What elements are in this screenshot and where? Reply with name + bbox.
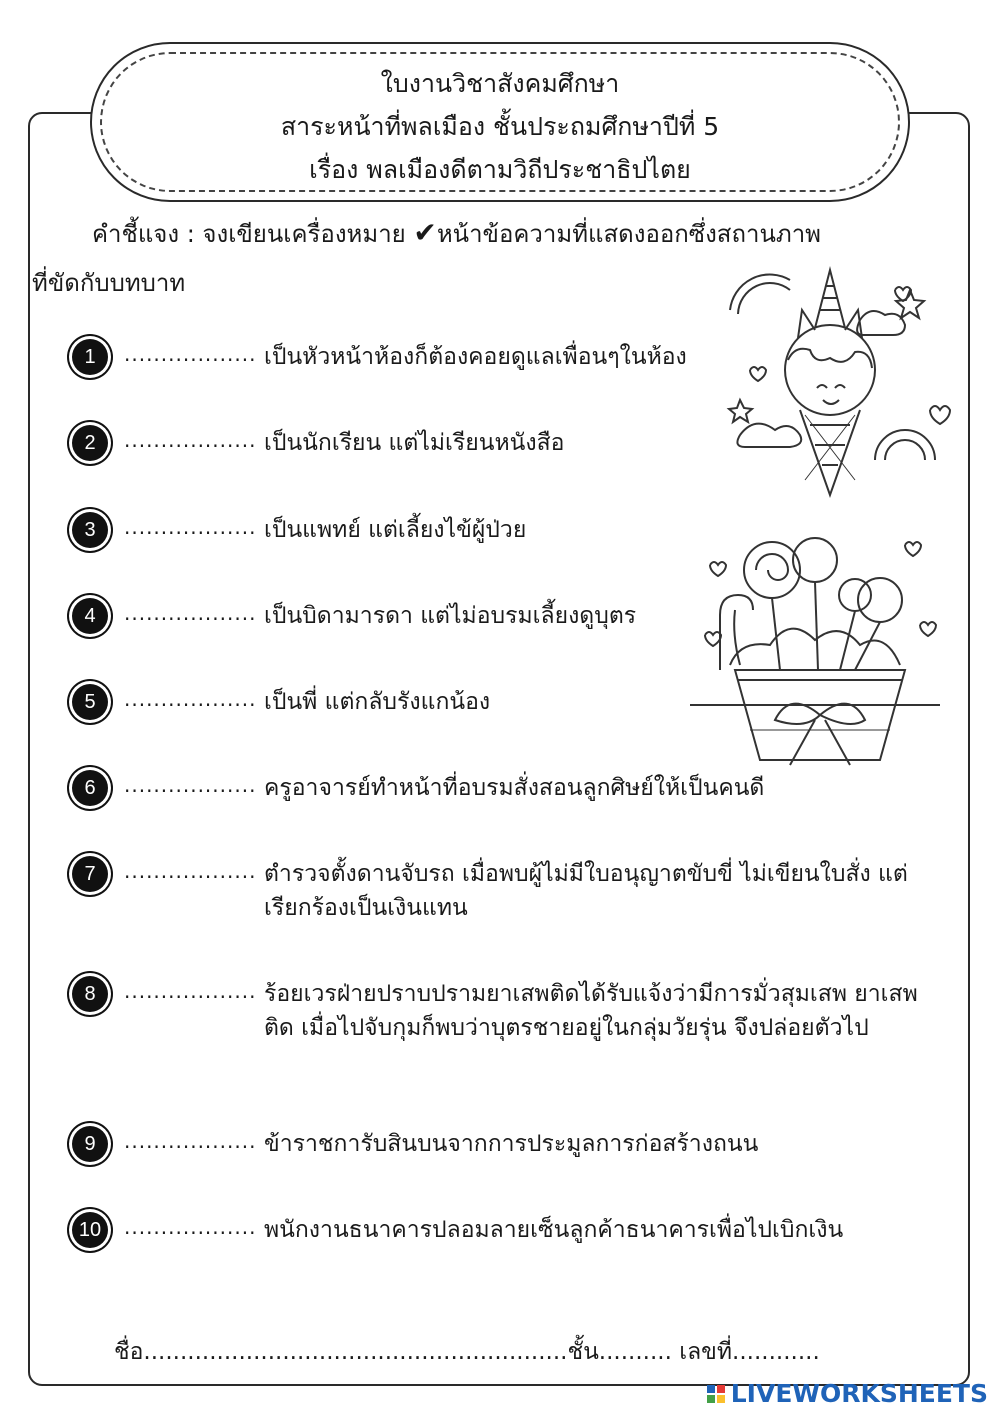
answer-blank[interactable]: .................. — [124, 859, 257, 883]
item-number-badge: 8 — [72, 976, 108, 1012]
instruction-suffix: หน้าข้อความที่แสดงออกซึ่งสถานภาพ — [436, 220, 821, 248]
answer-blank[interactable]: .................. — [124, 342, 257, 366]
item-number-badge: 10 — [72, 1212, 108, 1248]
item-number-badge: 9 — [72, 1126, 108, 1162]
instruction-prefix: คำชี้แจง : จงเขียนเครื่องหมาย — [92, 220, 414, 248]
checkmark-icon: ✔ — [413, 216, 437, 249]
liveworksheets-brand[interactable] — [707, 1379, 988, 1408]
answer-blank[interactable]: .................. — [124, 979, 257, 1003]
item-number-badge: 3 — [72, 512, 108, 548]
answer-blank[interactable]: .................. — [124, 687, 257, 711]
item-text: เป็นแพทย์ แต่เลี้ยงไข้ผู้ป่วย — [264, 517, 527, 543]
worksheet-topic: เรื่อง พลเมืองดีตามวิถีประชาธิปไตย — [309, 155, 691, 184]
candy-basket-illustration — [690, 525, 950, 775]
item-text: ร้อยเวรฝ่ายปราบปรามยาเสพติดได้รับแจ้งว่ามีการมั่วสุมเสพ ยาเสพติด เมื่อไปจับกุมก็พบว่าบุตรชายอยู่ในกลุ่มวัยรุ่น จึงปล่อยตัวไป — [264, 981, 918, 1041]
instruction-line-2: ที่ขัดกับบทบาท — [32, 269, 186, 297]
item-number-badge: 2 — [72, 425, 108, 461]
worksheet-title: ใบงานวิชาสังคมศึกษา — [380, 69, 620, 98]
item-text: เป็นนักเรียน แต่ไม่เรียนหนังสือ — [264, 430, 565, 456]
item-number-badge: 4 — [72, 598, 108, 634]
worksheet-subject: สาระหน้าที่พลเมือง ชั้นประถมศึกษาปีที่ 5 — [280, 112, 720, 141]
item-number-badge: 1 — [72, 339, 108, 375]
item-number-badge: 6 — [72, 770, 108, 806]
instruction-line — [92, 214, 821, 253]
student-info-line[interactable]: ชื่อ..........................................................ชั้น.......... เลขที่............ — [114, 1339, 820, 1365]
item-text: ครูอาจารย์ทำหน้าที่อบรมสั่งสอนลูกศิษย์ให้เป็นคนดี — [264, 775, 765, 801]
item-number-badge: 7 — [72, 856, 108, 892]
answer-blank[interactable]: .................. — [124, 773, 257, 797]
item-text: เป็นพี่ แต่กลับรังแกน้อง — [264, 689, 491, 715]
answer-blank[interactable]: .................. — [124, 601, 257, 625]
answer-blank[interactable]: .................. — [124, 1215, 257, 1239]
answer-blank[interactable]: .................. — [124, 1129, 257, 1153]
item-number-badge: 5 — [72, 684, 108, 720]
item-text: พนักงานธนาคารปลอมลายเซ็นลูกค้าธนาคารเพื่อไปเบิกเงิน — [264, 1217, 844, 1243]
answer-blank[interactable]: .................. — [124, 428, 257, 452]
ice-cream-illustration — [720, 250, 970, 500]
title-banner — [90, 42, 910, 202]
liveworksheets-logo-icon — [707, 1385, 725, 1403]
item-text: เป็นบิดามารดา แต่ไม่อบรมเลี้ยงดูบุตร — [264, 603, 637, 629]
item-text: ตำรวจตั้งดานจับรถ เมื่อพบผู้ไม่มีใบอนุญาตขับขี่ ไม่เขียนใบสั่ง แต่เรียกร้องเป็นเงินแทน — [264, 861, 908, 921]
answer-blank[interactable]: .................. — [124, 515, 257, 539]
item-text: ข้าราชการับสินบนจากการประมูลการก่อสร้างถนน — [264, 1131, 759, 1157]
item-text: เป็นหัวหน้าห้องก็ต้องคอยดูแลเพื่อนๆในห้อง — [264, 344, 687, 370]
brand-name: LIVEWORKSHEETS — [730, 1379, 988, 1408]
